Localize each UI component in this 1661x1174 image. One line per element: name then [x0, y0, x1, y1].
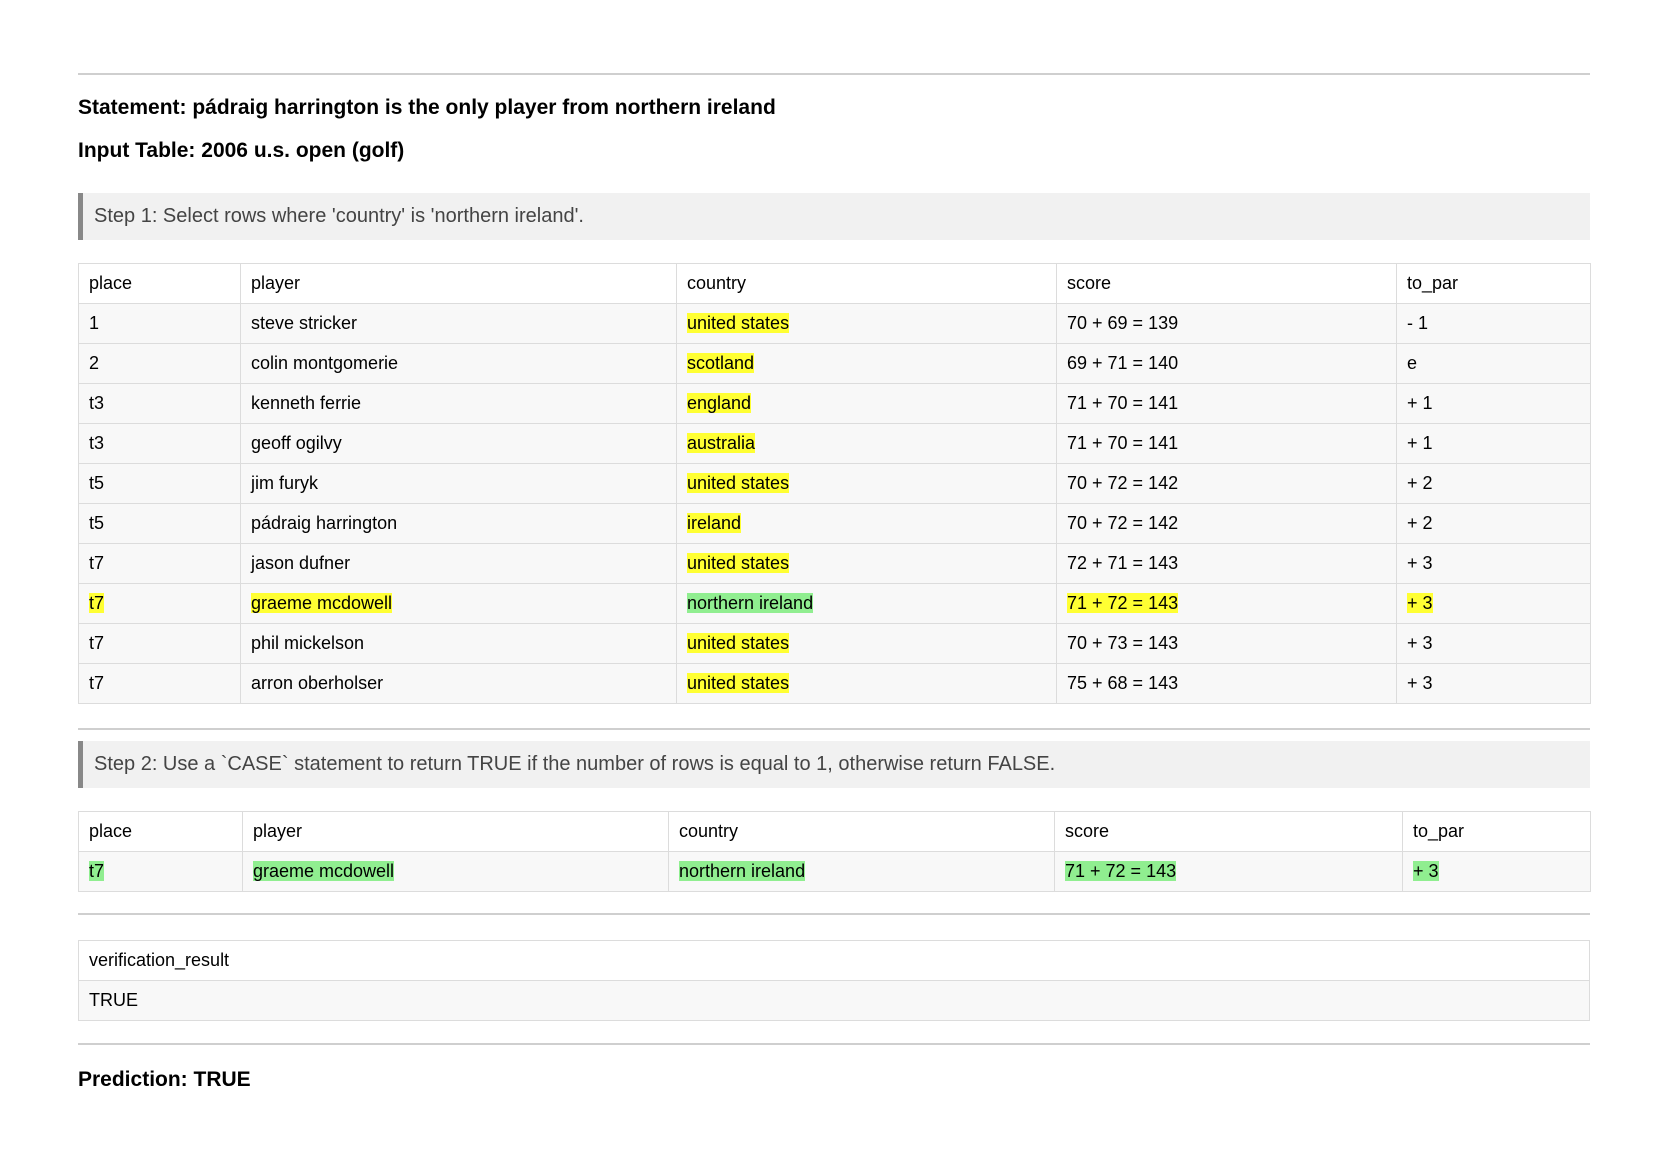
- table-row: [79, 624, 1591, 664]
- cell-player: colin montgomerie: [241, 344, 677, 384]
- column-header-to-par: to_par: [1403, 812, 1591, 852]
- cell-to-par: + 3: [1397, 544, 1591, 584]
- table-row: [79, 304, 1591, 344]
- cell-country: united states: [677, 304, 1057, 344]
- cell-place: t7: [79, 664, 241, 704]
- cell-country: australia: [677, 424, 1057, 464]
- divider: [78, 913, 1590, 915]
- cell-player: kenneth ferrie: [241, 384, 677, 424]
- cell-place: t5: [79, 504, 241, 544]
- prediction-heading: Prediction: TRUE: [78, 1068, 251, 1091]
- cell-to-par: - 1: [1397, 304, 1591, 344]
- column-header-place: place: [79, 264, 241, 304]
- table-header-row: [79, 812, 1591, 852]
- cell-country: united states: [677, 464, 1057, 504]
- cell-to-par: + 3: [1403, 852, 1591, 892]
- step2-table: [78, 811, 1591, 892]
- cell-place: 2: [79, 344, 241, 384]
- cell-player: jim furyk: [241, 464, 677, 504]
- verification-table: [78, 940, 1590, 1021]
- table-row: [79, 981, 1590, 1021]
- table-header-row: [79, 941, 1590, 981]
- table-row: [79, 384, 1591, 424]
- column-header-to-par: to_par: [1397, 264, 1591, 304]
- cell-to-par: + 1: [1397, 384, 1591, 424]
- cell-score: 71 + 72 = 143: [1057, 584, 1397, 624]
- table-row-selected: [79, 584, 1591, 624]
- cell-player: pádraig harrington: [241, 504, 677, 544]
- cell-score: 70 + 69 = 139: [1057, 304, 1397, 344]
- cell-to-par: e: [1397, 344, 1591, 384]
- cell-score: 70 + 73 = 143: [1057, 624, 1397, 664]
- cell-score: 70 + 72 = 142: [1057, 464, 1397, 504]
- cell-to-par: + 2: [1397, 464, 1591, 504]
- column-header-player: player: [241, 264, 677, 304]
- cell-place: 1: [79, 304, 241, 344]
- cell-player: steve stricker: [241, 304, 677, 344]
- step1-table: [78, 263, 1591, 704]
- divider: [78, 728, 1590, 730]
- table-row: [79, 544, 1591, 584]
- cell-score: 71 + 72 = 143: [1055, 852, 1403, 892]
- cell-score: 71 + 70 = 141: [1057, 384, 1397, 424]
- table-row: [79, 464, 1591, 504]
- table-row: [79, 424, 1591, 464]
- table-row-result: [79, 852, 1591, 892]
- cell-player: graeme mcdowell: [241, 584, 677, 624]
- table-row: [79, 504, 1591, 544]
- cell-player: arron oberholser: [241, 664, 677, 704]
- column-header-verification-result: verification_result: [79, 941, 1590, 981]
- column-header-country: country: [677, 264, 1057, 304]
- cell-player: phil mickelson: [241, 624, 677, 664]
- cell-country: northern ireland: [669, 852, 1055, 892]
- statement-heading: Statement: pádraig harrington is the only player from northern ireland: [78, 96, 776, 119]
- cell-place: t7: [79, 852, 243, 892]
- cell-score: 69 + 71 = 140: [1057, 344, 1397, 384]
- cell-place: t7: [79, 544, 241, 584]
- cell-country: united states: [677, 664, 1057, 704]
- cell-country: united states: [677, 624, 1057, 664]
- cell-country: scotland: [677, 344, 1057, 384]
- step2-description: Step 2: Use a `CASE` statement to return TRUE if the number of rows is equal to 1, otherwise return FALSE.: [78, 741, 1590, 788]
- cell-country: england: [677, 384, 1057, 424]
- cell-place: t5: [79, 464, 241, 504]
- cell-country: ireland: [677, 504, 1057, 544]
- cell-score: 71 + 70 = 141: [1057, 424, 1397, 464]
- input-table-heading: Input Table: 2006 u.s. open (golf): [78, 139, 405, 162]
- divider: [78, 73, 1590, 75]
- cell-to-par: + 2: [1397, 504, 1591, 544]
- cell-score: 70 + 72 = 142: [1057, 504, 1397, 544]
- cell-to-par: + 3: [1397, 584, 1591, 624]
- column-header-score: score: [1055, 812, 1403, 852]
- column-header-score: score: [1057, 264, 1397, 304]
- cell-player: geoff ogilvy: [241, 424, 677, 464]
- divider: [78, 1043, 1590, 1045]
- cell-place: t7: [79, 624, 241, 664]
- table-row: [79, 344, 1591, 384]
- column-header-country: country: [669, 812, 1055, 852]
- cell-to-par: + 1: [1397, 424, 1591, 464]
- cell-country: united states: [677, 544, 1057, 584]
- step1-description: Step 1: Select rows where 'country' is 'northern ireland'.: [78, 193, 1590, 240]
- table-header-row: [79, 264, 1591, 304]
- cell-to-par: + 3: [1397, 664, 1591, 704]
- cell-player: graeme mcdowell: [243, 852, 669, 892]
- column-header-player: player: [243, 812, 669, 852]
- cell-to-par: + 3: [1397, 624, 1591, 664]
- cell-place: t3: [79, 424, 241, 464]
- cell-score: 72 + 71 = 143: [1057, 544, 1397, 584]
- cell-verification-result: TRUE: [79, 981, 1590, 1021]
- cell-country: northern ireland: [677, 584, 1057, 624]
- cell-place: t7: [79, 584, 241, 624]
- cell-place: t3: [79, 384, 241, 424]
- cell-score: 75 + 68 = 143: [1057, 664, 1397, 704]
- table-row: [79, 664, 1591, 704]
- cell-player: jason dufner: [241, 544, 677, 584]
- column-header-place: place: [79, 812, 243, 852]
